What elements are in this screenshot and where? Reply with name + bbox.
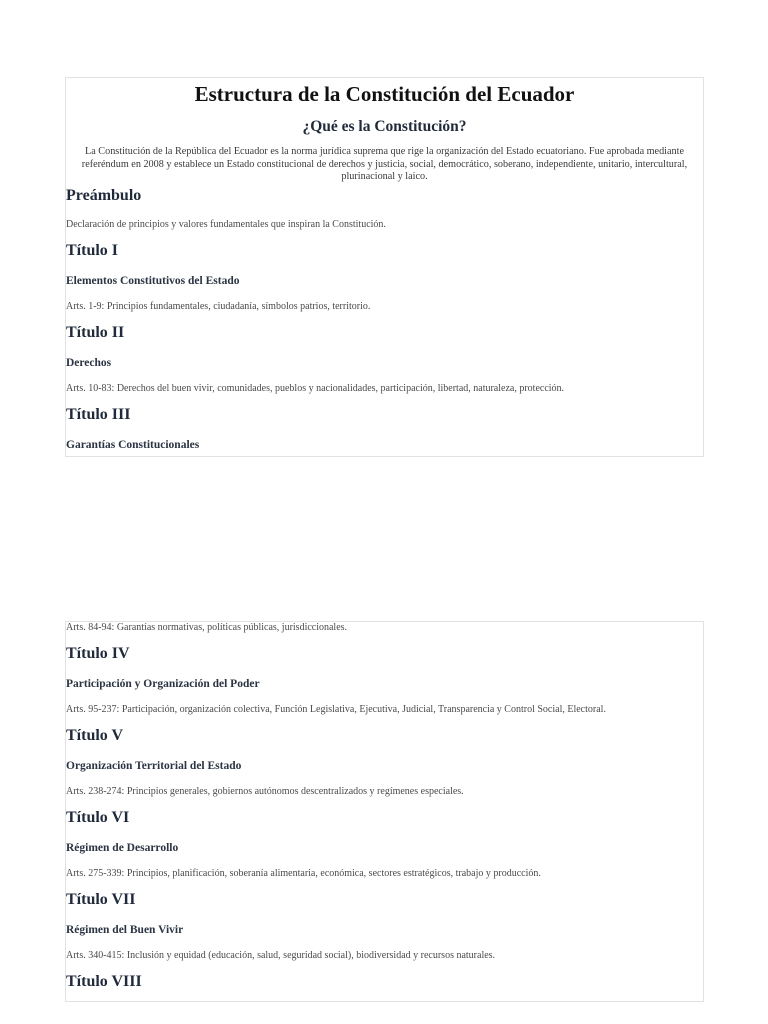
title-heading: Título VII bbox=[66, 891, 136, 908]
preamble-heading: Preámbulo bbox=[66, 186, 142, 204]
section-title-4 bbox=[66, 637, 703, 719]
section-title-6 bbox=[66, 801, 703, 883]
section-title-8 bbox=[66, 965, 703, 992]
title-heading: Título VIII bbox=[66, 973, 142, 990]
title-heading: Título III bbox=[66, 405, 131, 423]
section-title-7 bbox=[66, 883, 703, 965]
title-heading: Título V bbox=[66, 727, 124, 744]
section-title-5 bbox=[66, 719, 703, 801]
title-articles: Arts. 95-237: Participación, organización colectiva, Función Legislativa, Ejecutiva, Judicial, Transparencia y Control Social, Electoral. bbox=[66, 704, 606, 715]
title-subheading: Régimen de Desarrollo bbox=[66, 842, 179, 854]
title-heading: Título II bbox=[66, 323, 125, 341]
title-articles: Arts. 340-415: Inclusión y equidad (educación, salud, seguridad social), biodiversidad y recursos naturales. bbox=[66, 950, 496, 961]
preamble-text: Declaración de principios y valores fundamentales que inspiran la Constitución. bbox=[66, 218, 386, 230]
title-subheading: Organización Territorial del Estado bbox=[66, 760, 242, 772]
title-heading: Título IV bbox=[66, 645, 130, 662]
title-subheading: Garantías Constitucionales bbox=[66, 438, 200, 451]
title-heading: Título I bbox=[66, 241, 119, 259]
document-page-top bbox=[65, 77, 704, 457]
section-title-2 bbox=[66, 316, 703, 398]
document-intro: La Constitución de la República del Ecuador es la norma jurídica suprema que rige la organización del Estado ecuatoriano. Fue aprobada mediante referéndum en 2008 y establece un Estado constitucional de derechos y justicia, social, democrático, soberano, independiente, unitario, intercultural, plurinacional y laico. bbox=[81, 146, 688, 182]
document-subtitle: ¿Qué es la Constitución? bbox=[302, 118, 467, 135]
section-preamble bbox=[66, 184, 703, 234]
title-subheading: Elementos Constitutivos del Estado bbox=[66, 274, 240, 287]
title-articles: Arts. 1-9: Principios fundamentales, ciudadanía, símbolos patrios, territorio. bbox=[66, 300, 371, 312]
title-subheading: Régimen del Buen Vivir bbox=[66, 924, 184, 936]
document-page-bottom bbox=[65, 621, 704, 1002]
title-heading: Título VI bbox=[66, 809, 130, 826]
title-articles: Arts. 10-83: Derechos del buen vivir, comunidades, pueblos y nacionalidades, participación, libertad, naturaleza, protección. bbox=[66, 382, 565, 394]
title-articles: Arts. 238-274: Principios generales, gobiernos autónomos descentralizados y regímenes especiales. bbox=[66, 786, 464, 797]
title-articles: Arts. 275-339: Principios, planificación, soberanía alimentaria, económica, sectores estratégicos, trabajo y producción. bbox=[66, 868, 541, 879]
title-subheading: Derechos bbox=[66, 356, 112, 369]
section-title-1 bbox=[66, 234, 703, 316]
document-title: Estructura de la Constitución del Ecuador bbox=[194, 82, 575, 106]
title-subheading: Participación y Organización del Poder bbox=[66, 678, 260, 690]
section-title-3 bbox=[66, 398, 703, 452]
title-articles: Arts. 84-94: Garantías normativas, políticas públicas, jurisdiccionales. bbox=[66, 622, 348, 633]
